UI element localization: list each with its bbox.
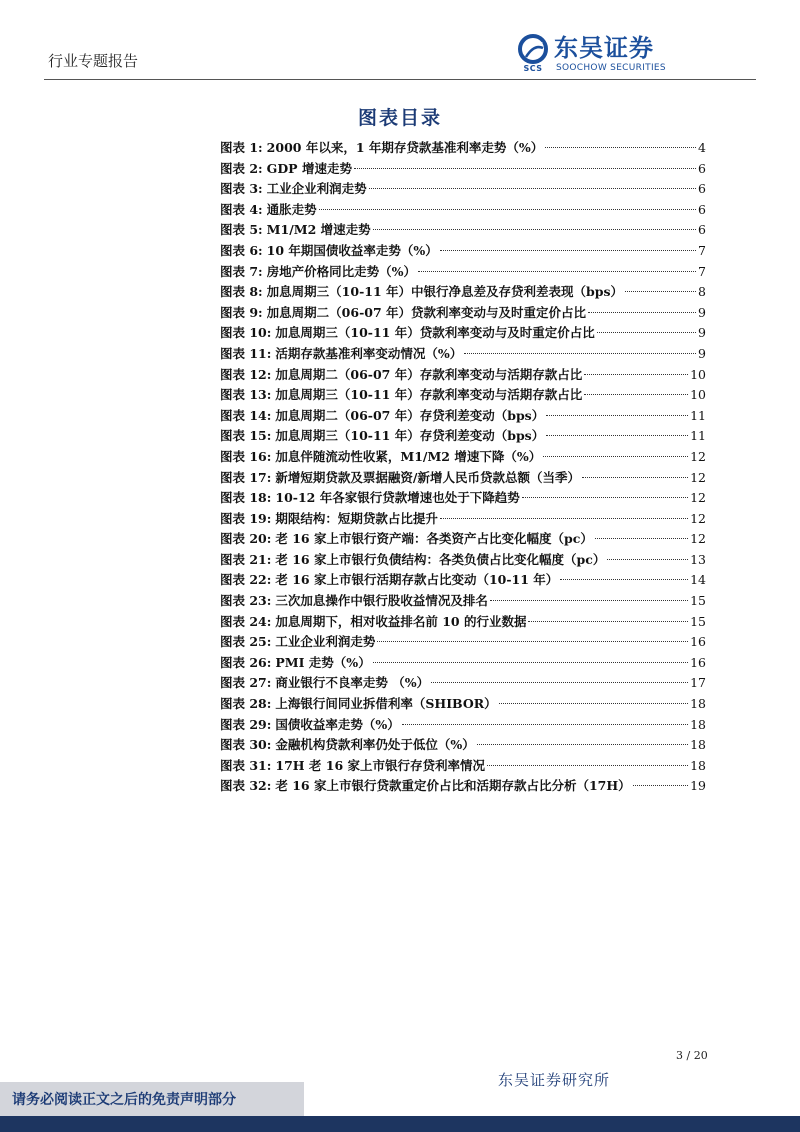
toc-entry-leader [595, 538, 688, 539]
toc-entry-title: 加息周期二（06-07 年）存款利率变动与活期存款占比 [275, 366, 583, 382]
toc-entry-title: 10 年期国债收益率走势（%） [266, 242, 438, 258]
toc-entry-label: 图表 2: [220, 160, 263, 176]
toc-entry-title: 老 16 家上市银行活期存款占比变动（10-11 年） [275, 572, 559, 588]
toc-entry-page: 18 [690, 757, 706, 773]
toc-entry-label: 图表 31: [220, 757, 272, 773]
toc-entry-leader [522, 497, 688, 498]
toc-entry-label: 图表 30: [220, 737, 272, 753]
toc-entry-label: 图表 14: [220, 407, 272, 423]
toc-entry-title: 加息周期二（06-07 年）存贷利差变动（bps） [275, 407, 545, 423]
toc-entry-leader [499, 703, 688, 704]
toc-entry-leader [418, 271, 696, 272]
toc-entry-label: 图表 12: [220, 366, 272, 382]
toc-entry-page: 16 [690, 634, 706, 650]
toc-entry-title: 商业银行不良率走势 （%） [275, 675, 430, 691]
toc-entry-page: 7 [698, 242, 706, 258]
toc-entry-page: 9 [698, 325, 706, 341]
toc-entry-leader [477, 744, 688, 745]
toc-entry[interactable] [220, 303, 706, 324]
logo-chinese-name: 东吴证券 [554, 34, 654, 62]
toc-entry-label: 图表 22: [220, 572, 272, 588]
toc-entry-title: 加息周期三（10-11 年）贷款利率变动与及时重定价占比 [275, 325, 595, 341]
toc-entry[interactable] [220, 632, 706, 653]
toc-entry-page: 12 [690, 469, 706, 485]
toc-entry-label: 图表 28: [220, 696, 272, 712]
toc-entry[interactable] [220, 509, 706, 530]
header-divider [44, 79, 756, 80]
toc-entry-title: 加息周期三（10-11 年）中银行净息差及存贷利差表现（bps） [266, 284, 624, 300]
toc-entry[interactable] [220, 406, 706, 427]
toc-entry[interactable] [220, 365, 706, 386]
toc-entry-page: 6 [698, 181, 706, 197]
toc-entry-page: 18 [690, 696, 706, 712]
toc-entry[interactable] [220, 550, 706, 571]
toc-entry-label: 图表 20: [220, 531, 272, 547]
toc-entry-title: 老 16 家上市银行资产端：各类资产占比变化幅度（pc） [275, 531, 593, 547]
toc-entry-leader [528, 621, 688, 622]
toc-entry-label: 图表 24: [220, 613, 272, 629]
toc-entry-page: 12 [690, 448, 706, 464]
toc-entry-label: 图表 10: [220, 325, 272, 341]
soochow-logo-icon [518, 34, 548, 64]
toc-entry[interactable] [220, 591, 706, 612]
toc-entry-leader [546, 415, 688, 416]
toc-entry[interactable] [220, 694, 706, 715]
toc-entry-label: 图表 19: [220, 510, 272, 526]
toc-entry-page: 10 [690, 366, 706, 382]
toc-entry-leader [582, 477, 688, 478]
toc-entry[interactable] [220, 468, 706, 489]
toc-entry-page: 15 [690, 593, 706, 609]
toc-entry-label: 图表 29: [220, 716, 272, 732]
toc-entry-title: 期限结构：短期贷款占比提升 [275, 510, 438, 526]
toc-entry-label: 图表 32: [220, 778, 272, 794]
toc-entry-label: 图表 6: [220, 242, 263, 258]
toc-entry[interactable] [220, 138, 706, 159]
disclaimer-banner [0, 1082, 304, 1116]
toc-entry-label: 图表 26: [220, 654, 272, 670]
report-category: 行业专题报告 [48, 52, 139, 70]
toc-entry-leader [440, 518, 688, 519]
toc-entry-title: 加息周期三（10-11 年）存款利率变动与活期存款占比 [275, 387, 583, 403]
toc-entry-leader [543, 456, 688, 457]
toc-entry-leader [490, 600, 688, 601]
toc-entry[interactable] [220, 715, 706, 736]
toc-entry-leader [464, 353, 696, 354]
toc-entry-page: 12 [690, 490, 706, 506]
toc-entry-title: 17H 老 16 家上市银行存贷利率情况 [275, 757, 486, 773]
toc-entry-title: 加息周期三（10-11 年）存贷利差变动（bps） [275, 428, 545, 444]
toc-entry[interactable] [220, 426, 706, 447]
toc-entry-label: 图表 8: [220, 284, 263, 300]
toc-entry-leader [440, 250, 696, 251]
toc-entry-leader [373, 229, 696, 230]
toc-entry-title: 加息伴随流动性收紧，M1/M2 增速下降（%） [275, 448, 542, 464]
toc-entry-page: 14 [690, 572, 706, 588]
toc-entry-title: 工业企业利润走势 [266, 181, 367, 197]
toc-entry-leader [487, 765, 688, 766]
toc-entry-label: 图表 25: [220, 634, 272, 650]
toc-entry-page: 18 [690, 737, 706, 753]
toc-entry-page: 6 [698, 222, 706, 238]
toc-entry-label: 图表 11: [220, 345, 272, 361]
toc-entry[interactable] [220, 262, 706, 283]
toc-entry-title: 老 16 家上市银行负债结构：各类负债占比变化幅度（pc） [275, 551, 606, 567]
toc-entry-leader [546, 435, 688, 436]
toc-entry-label: 图表 9: [220, 304, 263, 320]
toc-entry-label: 图表 7: [220, 263, 263, 279]
toc-entry-page: 9 [698, 304, 706, 320]
toc-entry[interactable] [220, 344, 706, 365]
toc-entry-title: 加息周期二（06-07 年）贷款利率变动与及时重定价占比 [266, 304, 587, 320]
logo-english-name: SOOCHOW SECURITIES [556, 63, 666, 73]
toc-entry-label: 图表 5: [220, 222, 263, 238]
toc-entry-page: 16 [690, 654, 706, 670]
toc-entry-title: 金融机构贷款利率仍处于低位（%） [275, 737, 475, 753]
toc-entry-label: 图表 4: [220, 201, 263, 217]
toc-entry-label: 图表 21: [220, 551, 272, 567]
toc-entry-title: PMI 走势（%） [275, 654, 371, 670]
toc-entry[interactable] [220, 323, 706, 344]
logo-abbreviation: SCS [523, 64, 543, 73]
toc-entry-label: 图表 17: [220, 469, 272, 485]
toc-entry-leader [625, 291, 696, 292]
toc-entry-leader [607, 559, 688, 560]
toc-entry-page: 10 [690, 387, 706, 403]
toc-entry-leader [354, 168, 696, 169]
toc-entry[interactable] [220, 653, 706, 674]
toc-entry-title: 上海银行间同业拆借利率（SHIBOR） [275, 696, 497, 712]
page-number: 3 / 20 [676, 1049, 708, 1062]
toc-entry-page: 11 [690, 407, 706, 423]
toc-entry-title: 加息周期下，相对收益排名前 10 的行业数据 [275, 613, 527, 629]
toc-entry[interactable] [220, 447, 706, 468]
toc-entry-label: 图表 3: [220, 181, 263, 197]
toc-entry-page: 4 [698, 140, 706, 155]
toc-entry-page: 12 [690, 531, 706, 547]
toc-entry-page: 18 [690, 716, 706, 732]
toc-entry-leader [597, 332, 696, 333]
toc-entry-leader [431, 682, 688, 683]
toc-entry-label: 图表 15: [220, 428, 272, 444]
toc-list [220, 138, 706, 797]
toc-entry-leader [319, 209, 696, 210]
toc-entry-title: 新增短期贷款及票据融资/新增人民币贷款总额（当季） [275, 469, 580, 485]
toc-entry-leader [588, 312, 696, 313]
toc-entry-leader [584, 374, 688, 375]
toc-entry-label: 图表 27: [220, 675, 272, 691]
toc-entry-leader [377, 641, 688, 642]
brand-logo [518, 34, 688, 74]
toc-entry-leader [402, 724, 688, 725]
toc-entry-title: 房地产价格同比走势（%） [266, 263, 417, 279]
toc-entry-page: 7 [698, 263, 706, 279]
toc-entry[interactable] [220, 179, 706, 200]
toc-entry-title: GDP 增速走势 [266, 160, 352, 176]
toc-entry[interactable] [220, 570, 706, 591]
toc-entry[interactable] [220, 735, 706, 756]
toc-entry-leader [633, 785, 688, 786]
toc-entry-leader [584, 394, 688, 395]
toc-entry-page: 8 [698, 284, 706, 300]
toc-entry-leader [545, 147, 696, 148]
toc-entry-page: 19 [690, 778, 706, 794]
toc-entry-label: 图表 13: [220, 387, 272, 403]
disclaimer-text: 请务必阅读正文之后的免责声明部分 [12, 1092, 236, 1108]
toc-entry[interactable] [220, 529, 706, 550]
toc-title: 图表目录 [357, 107, 442, 129]
toc-entry-leader [369, 188, 696, 189]
toc-entry-title: M1/M2 增速走势 [266, 222, 371, 238]
toc-entry-page: 11 [690, 428, 706, 444]
footer-institution: 东吴证券研究所 [498, 1071, 611, 1089]
toc-entry[interactable] [220, 776, 706, 797]
toc-entry-leader [560, 579, 688, 580]
toc-entry-page: 13 [690, 551, 706, 567]
toc-entry-title: 通胀走势 [266, 201, 317, 217]
toc-entry[interactable] [220, 220, 706, 241]
toc-entry[interactable] [220, 488, 706, 509]
toc-entry-page: 15 [690, 613, 706, 629]
toc-entry-page: 6 [698, 160, 706, 176]
toc-entry[interactable] [220, 612, 706, 633]
toc-entry-title: 国债收益率走势（%） [275, 716, 400, 732]
toc-entry-label: 图表 1: [220, 140, 263, 155]
toc-entry[interactable] [220, 241, 706, 262]
toc-entry-title: 工业企业利润走势 [275, 634, 376, 650]
toc-entry[interactable] [220, 200, 706, 221]
toc-entry-title: 2000 年以来，1 年期存贷款基准利率走势（%） [266, 140, 544, 155]
toc-entry-page: 17 [690, 675, 706, 691]
toc-entry-label: 图表 23: [220, 593, 272, 609]
toc-entry[interactable] [220, 673, 706, 694]
toc-entry[interactable] [220, 159, 706, 180]
toc-entry-page: 9 [698, 345, 706, 361]
toc-entry-page: 6 [698, 201, 706, 217]
toc-entry-leader [373, 662, 688, 663]
toc-entry[interactable] [220, 282, 706, 303]
toc-entry-page: 12 [690, 510, 706, 526]
toc-entry-title: 三次加息操作中银行股收益情况及排名 [275, 593, 488, 609]
toc-entry-title: 活期存款基准利率变动情况（%） [275, 345, 463, 361]
toc-entry-title: 10-12 年各家银行贷款增速也处于下降趋势 [275, 490, 520, 506]
toc-entry-label: 图表 18: [220, 490, 272, 506]
toc-entry[interactable] [220, 385, 706, 406]
footer-bar [0, 1116, 800, 1132]
toc-entry-label: 图表 16: [220, 448, 272, 464]
toc-entry-title: 老 16 家上市银行贷款重定价占比和活期存款占比分析（17H） [275, 778, 631, 794]
toc-entry[interactable] [220, 756, 706, 777]
